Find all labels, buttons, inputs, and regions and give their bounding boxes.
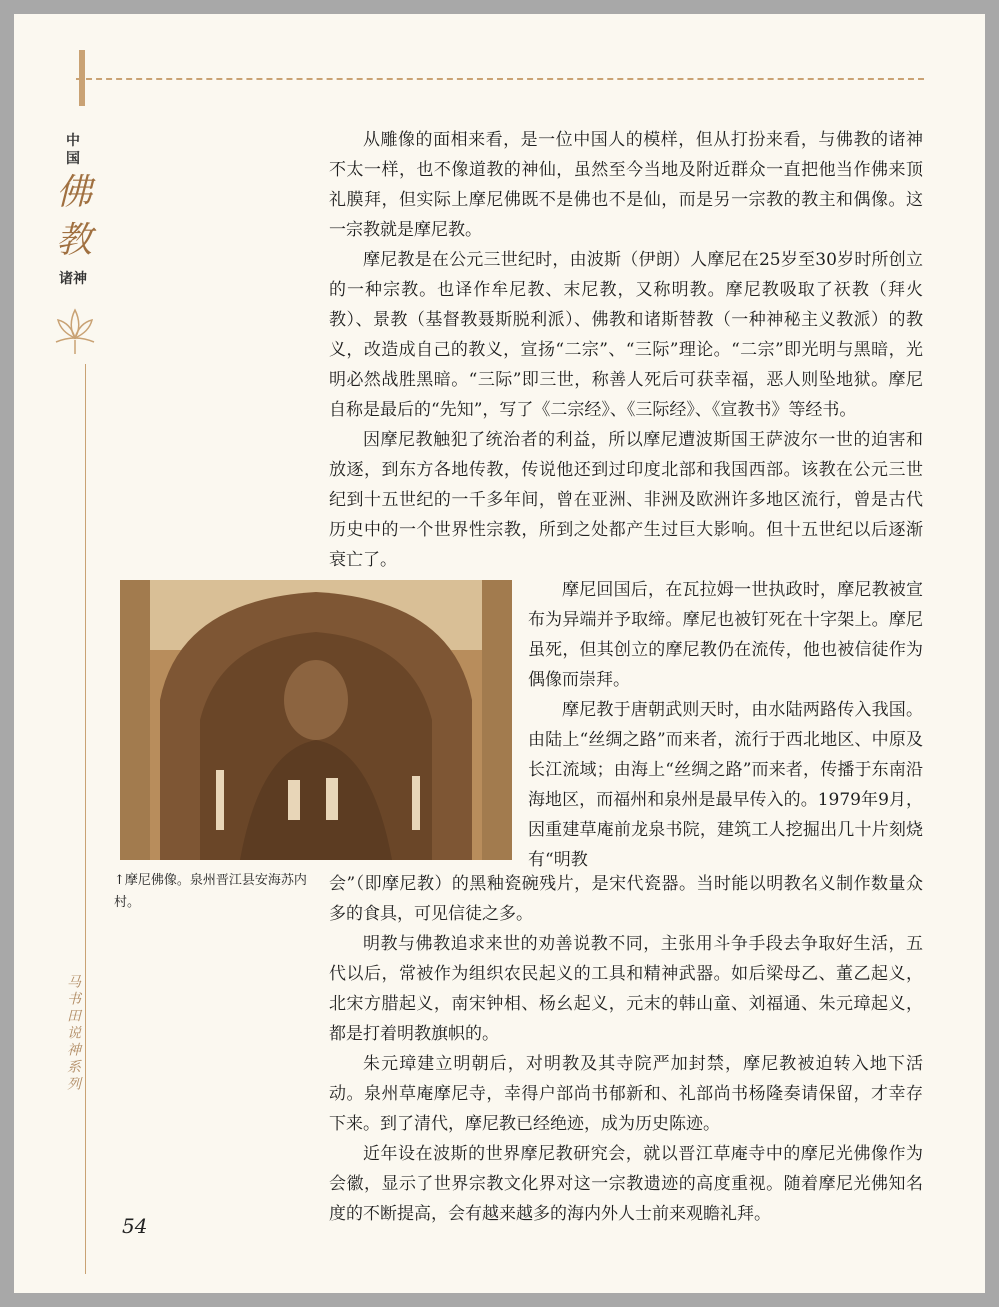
lotus-ornament-icon [52,304,98,354]
paragraph: 摩尼回国后，在瓦拉姆一世执政时，摩尼教被宣布为异端并予取缔。摩尼也被钉死在十字架上。摩尼虽死，但其创立的摩尼教仍在流传，他也被信徒作为偶像而崇拜。 [528,580,923,690]
paragraph: 近年设在波斯的世界摩尼教研究会，就以晋江草庵寺中的摩尼光佛像作为会徽，显示了世界宗教文化界对这一宗教遗迹的高度重视。随着摩尼光佛知名度的不断提高，会有越来越多的海内外人士前来观瞻礼拜。 [329,1144,923,1224]
book-subtitle: 诸神 [59,271,87,287]
paragraph-continuation: 会”（即摩尼教）的黑釉瓷碗残片，是宋代瓷器。当时能以明教名义制作数量众多的食具，可见信徒之多。 [329,874,923,924]
paragraph: 明教与佛教追求来世的劝善说教不同，主张用斗争手段去争取好生活，五代以后，常被作为组织农民起义的工具和精神武器。如后梁母乙、董乙起义，北宋方腊起义，南宋钟相、杨幺起义，元末的韩山童、刘福通、朱元璋起义，都是打着明教旗帜的。 [329,934,923,1044]
photo-caption: ↑摩尼佛像。泉州晋江县安海苏内村。 [114,873,307,910]
paragraph: 因摩尼教触犯了统治者的利益，所以摩尼遭波斯国王萨波尔一世的迫害和放逐，到东方各地传教，传说他还到过印度北部和我国西部。该教在公元三世纪到十五世纪的一千多年间，曾在亚洲、非洲及欧洲许多地区流行，曾是古代历史中的一个世界性宗教，所到之处都产生过巨大影响。但十五世纪以后逐渐衰亡了。 [329,430,923,570]
book-page [14,14,985,1293]
side-vertical-rule [85,364,86,1274]
paragraph: 摩尼教是在公元三世纪时，由波斯（伊朗）人摩尼在25岁至30岁时所创立的一种宗教。也译作牟尼教、末尼教，又称明教。摩尼教吸取了祆教（拜火教）、景教（基督教聂斯脱利派）、佛教和诸斯替教（一种神秘主义教派）的教义，改造成自己的教义，宣扬“二宗”、“三际”理论。“二宗”即光明与黑暗，光明必然战胜黑暗。“三际”即三世，称善人死后可获幸福，恶人则坠地狱。摩尼自称是最后的“先知”，写了《二宗经》、《三际经》、《宣教书》等经书。 [329,250,923,420]
body-text-top [329,125,923,575]
paragraph: 从雕像的面相来看，是一位中国人的模样，但从打扮来看，与佛教的诸神不太一样，也不像道教的神仙，虽然至今当地及附近群众一直把他当作佛来顶礼膜拜，但实际上摩尼佛既不是佛也不是仙，而是另一宗教的教主和偶像。这一宗教就是摩尼教。 [329,130,923,240]
book-title-big-2: 教 [55,220,92,261]
book-title-big-1: 佛 [55,172,92,213]
series-title: 马书田说神系列 [65,974,81,1093]
page-number: 54 [122,1214,148,1238]
body-text-beside-photo [528,575,923,875]
paragraph: 摩尼教于唐朝武则天时，由水陆两路传入我国。由陆上“丝绸之路”而来者，流行于西北地区、中原及长江流域；由海上“丝绸之路”而来者，传播于东南沿海地区，而福州和泉州是最早传入的。1979年9月，因重建草庵前龙泉书院，建筑工人挖掘出几十片刻烧有“明教 [528,700,923,870]
book-title-char-1: 中 [66,133,80,149]
top-dashed-rule [76,78,924,80]
body-text-bottom [329,869,923,1229]
mani-buddha-photo [120,580,512,860]
paragraph: 朱元璋建立明朝后，对明教及其寺院严加封禁，摩尼教被迫转入地下活动。泉州草庵摩尼寺，幸得户部尚书郁新和、礼部尚书杨隆奏请保留，才幸存下来。到了清代，摩尼教已经绝迹，成为历史陈迹。 [329,1054,923,1134]
book-title-char-2: 国 [66,151,80,167]
